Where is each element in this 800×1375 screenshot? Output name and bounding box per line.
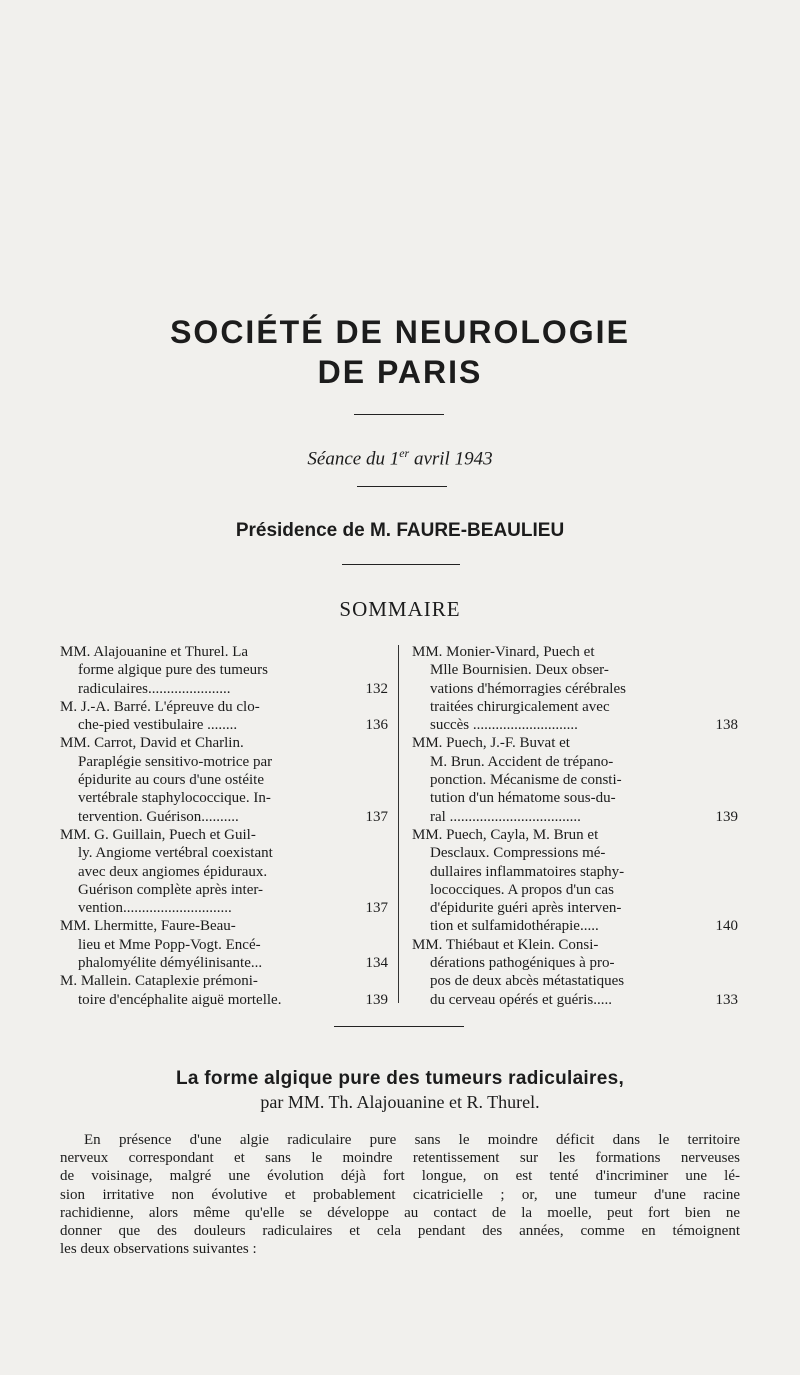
summary-entry-line: ral ................................... (430, 808, 581, 825)
divider-rule (357, 486, 447, 487)
summary-entry-line: Guérison complète après inter- (78, 881, 264, 898)
summary-entry-line: vertébrale staphylococcique. In- (78, 790, 271, 807)
summary-entry-line: lieu et Mme Popp-Vogt. Encé- (78, 936, 261, 953)
summary-heading: SOMMAIRE (339, 597, 461, 621)
summary-entry-line: M. Mallein. Cataplexie prémoni- (60, 973, 258, 990)
summary-entry (60, 972, 388, 1009)
summary-entry-line: che-pied vestibulaire ........ (78, 717, 238, 734)
summary-page-number: 136 (365, 717, 388, 734)
summary-entry-line: succès ............................ (430, 717, 578, 734)
session-date-suffix: avril 1943 (409, 448, 493, 470)
summary-entry (412, 643, 738, 734)
summary-entry-line: Mlle Bournisien. Deux obser- (430, 662, 609, 679)
summary-entry-line: pos de deux abcès métastatiques (430, 973, 625, 990)
summary-entry-line: épidurite au cours d'une ostéite (78, 772, 264, 789)
summary-entry-line: tution d'un hématome sous-du- (430, 790, 616, 807)
session-date-prefix: Séance du 1 (307, 448, 400, 470)
summary-entry-line: M. Brun. Accident de trépano- (430, 753, 614, 770)
summary-entry (412, 936, 738, 1009)
summary-entry-line: forme algique pure des tumeurs (78, 662, 268, 679)
column-divider (398, 645, 399, 1003)
summary-left-column (60, 643, 388, 1009)
summary-entry-line: Paraplégie sensitivo-motrice par (78, 753, 273, 770)
summary-entry (412, 826, 738, 936)
summary-entry-line: d'épidurite guéri après interven- (430, 900, 622, 917)
summary-page-number: 132 (365, 680, 388, 697)
session-date-superscript: er (399, 446, 410, 460)
summary-entry-line: vention............................. (78, 900, 232, 917)
summary-page-number: 134 (365, 955, 388, 972)
summary-entry-line: tervention. Guérison.......... (78, 808, 239, 825)
article-body (60, 1131, 740, 1258)
summary-entry-line: vations d'hémorragies cérébrales (430, 680, 626, 697)
summary-entry-line: du cerveau opérés et guéris..... (430, 991, 613, 1008)
summary-entry-line: phalomyélite démyélinisante... (78, 955, 263, 972)
divider-rule (342, 564, 460, 565)
summary-page-number: 139 (715, 808, 738, 825)
article-body-line: de voisinage, malgré une évolution déjà fort longue, on est tenté d'incriminer une lé- (60, 1168, 740, 1185)
summary-entry-line: lococciques. A propos d'un cas (430, 881, 614, 898)
summary-entry-line: MM. Carrot, David et Charlin. (60, 735, 244, 752)
article-body-line: nerveux correspondant et sans le moindre retentissement sur les formations nerveuses (60, 1150, 740, 1167)
summary-entry-line: MM. Puech, Cayla, M. Brun et (412, 826, 599, 843)
divider-rule (334, 1026, 464, 1027)
society-title-line1: SOCIÉTÉ DE NEUROLOGIE (170, 314, 630, 350)
presidency-line: Présidence de M. FAURE-BEAULIEU (235, 520, 565, 541)
summary-entry (60, 826, 388, 917)
summary-entry-line: Desclaux. Compressions mé- (430, 845, 606, 862)
summary-page-number: 140 (715, 918, 738, 935)
summary-page-number: 133 (715, 991, 738, 1008)
summary-entry-line: avec deux angiomes épiduraux. (78, 863, 268, 880)
summary-page-number: 137 (365, 808, 388, 825)
summary-entry-line: ly. Angiome vertébral coexistant (78, 845, 273, 862)
session-date (0, 446, 800, 470)
article-title: La forme algique pure des tumeurs radiculaires, (175, 1068, 625, 1089)
summary-entry (412, 734, 738, 825)
summary-entry (60, 734, 388, 825)
summary-entry (60, 698, 388, 735)
summary-entry-line: MM. Puech, J.-F. Buvat et (412, 735, 570, 752)
article-authors: par MM. Th. Alajouanine et R. Thurel. (260, 1092, 540, 1112)
article-body-line: rachidienne, alors même qu'elle se développe au contact de la moelle, peut fort bien ne (60, 1204, 740, 1221)
article-body-line: les deux observations suivantes : (60, 1241, 257, 1258)
article-body-line: En présence d'une algie radiculaire pure sans le moindre déficit dans le territoire (84, 1132, 740, 1148)
summary-entry-line: tion et sulfamidothérapie..... (430, 918, 599, 935)
article-body-line: donner que des douleurs radiculaires et cela pendant des années, comme en témoignent (60, 1223, 740, 1240)
summary-entry-line: MM. G. Guillain, Puech et Guil- (60, 826, 256, 843)
summary-right-column (412, 643, 738, 1009)
summary-entry (60, 643, 388, 698)
summary-entry-line: dullaires inflammatoires staphy- (430, 863, 625, 880)
summary-page-number: 137 (365, 900, 388, 917)
summary-entry-line: dérations pathogéniques à pro- (430, 955, 615, 972)
summary-entry-line: MM. Lhermitte, Faure-Beau- (60, 918, 236, 935)
society-title-line2: DE PARIS (317, 354, 483, 390)
summary-entry-line: ponction. Mécanisme de consti- (430, 772, 622, 789)
summary-entry (60, 917, 388, 972)
divider-rule (354, 414, 444, 415)
summary-entry-line: MM. Alajouanine et Thurel. La (60, 644, 249, 660)
summary-page-number: 138 (715, 717, 738, 734)
summary-entry-line: MM. Thiébaut et Klein. Consi- (412, 936, 599, 953)
summary-entry-line: traitées chirurgicalement avec (430, 698, 610, 715)
summary-page-number: 139 (365, 991, 388, 1008)
summary-entry-line: radiculaires...................... (78, 680, 231, 697)
summary-entry-line: MM. Monier-Vinard, Puech et (412, 644, 595, 660)
article-body-line: sion irritative non évolutive et probablement cicatricielle ; or, une tumeur d'une racine (60, 1186, 740, 1203)
summary-entry-line: toire d'encéphalite aiguë mortelle. (78, 991, 282, 1008)
summary-entry-line: M. J.-A. Barré. L'épreuve du clo- (60, 698, 260, 715)
